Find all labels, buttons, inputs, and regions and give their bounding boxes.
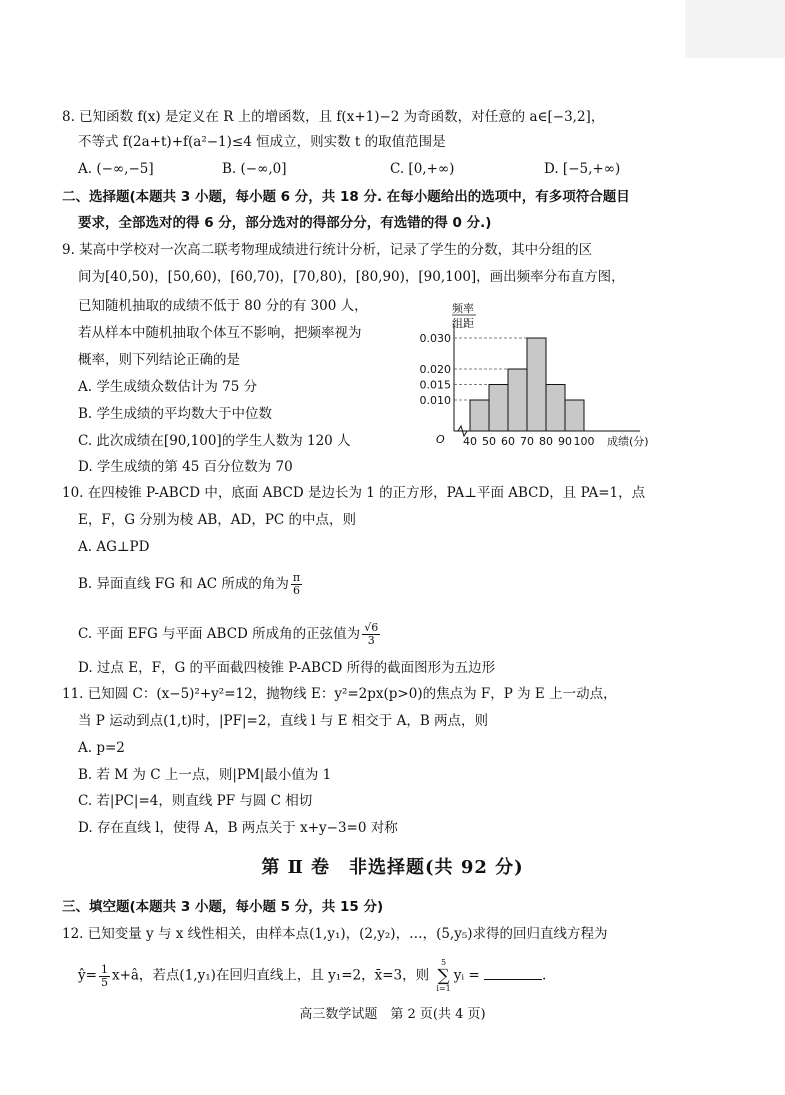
q9-line4: 若从样本中随机抽取个体互不影响，把频率视为: [78, 325, 362, 341]
q10-option-c: [78, 622, 382, 647]
q10-option-b-den: 6: [293, 584, 301, 597]
q12-line1: 12. 已知变量 y 与 x 线性相关，由样本点(1,y₁)，(2,y₂)，…，(5,y₅)求得的回归直线方程为: [62, 926, 608, 942]
q9-line5: 概率，则下列结论正确的是: [78, 352, 240, 368]
histogram-bar: [527, 338, 546, 431]
histogram-x-tick-label: 40: [463, 435, 477, 448]
q10-line1: 10. 在四棱锥 P-ABCD 中，底面 ABCD 是边长为 1 的正方形，PA⊥平面 ABCD，且 PA=1，点: [62, 485, 646, 501]
histogram-y-tick-label: 0.010: [419, 394, 451, 407]
histogram-x-tick-label: 100: [573, 435, 595, 448]
q10-option-c-num: √6: [364, 621, 379, 634]
histogram-x-tick-label: 70: [520, 435, 534, 448]
q8-option-d: D. [−5,+∞): [544, 161, 621, 177]
q9-option-d: D. 学生成绩的第 45 百分位数为 70: [78, 459, 293, 475]
q9-line2: 间为[40,50)，[50,60)，[60,70)，[70,80)，[80,90)，[90,100]，画出频率分布直方图，: [78, 269, 625, 285]
hist-xlabel: 成绩(分): [607, 435, 649, 448]
q12-sum-sup: 5: [441, 958, 447, 967]
q11-option-b: B. 若 M 为 C 上一点，则|PM|最小值为 1: [78, 767, 332, 783]
q8-option-b: B. (−∞,0]: [222, 161, 287, 177]
histogram-x-tick-label: 90: [558, 435, 572, 448]
q12-slope-den: 5: [100, 975, 108, 989]
q8-option-c: C. [0,+∞): [390, 161, 455, 177]
scan-corner-shade: [685, 0, 785, 58]
page-footer: 高三数学试题 第 2 页(共 4 页): [299, 1007, 486, 1022]
q10-option-b-fraction: [291, 572, 302, 597]
q12-line2: [78, 958, 546, 994]
histogram-y-tick-label: 0.015: [419, 378, 451, 392]
hist-ylabel-top: 频率: [452, 302, 474, 315]
q12-slope-fraction: [99, 964, 110, 989]
q9-option-a: A. 学生成绩众数估计为 75 分: [78, 379, 258, 395]
q12-sum-sign: ∑: [437, 966, 450, 986]
q12-yhat: ŷ=: [78, 967, 97, 984]
q11-line1: 11. 已知圆 C：(x−5)²+y²=12，抛物线 E：y²=2px(p>0)的焦点为 F，P 为 E 上一动点，: [62, 686, 617, 702]
q9-line1: 9. 某高中学校对一次高二联考物理成绩进行统计分析，记录了学生的分数，其中分组的区: [62, 242, 593, 258]
part3-heading: 三、填空题(本题共 3 小题，每小题 5 分，共 15 分): [62, 899, 384, 915]
histogram-bar: [546, 385, 565, 432]
q10-option-b-num: π: [292, 571, 301, 584]
q8-line1: 8. 已知函数 f(x) 是定义在 R 上的增函数，且 f(x+1)−2 为奇函数，对任意的 a∈[−3,2]，: [62, 109, 605, 125]
q10-option-c-text: C. 平面 EFG 与平面 ABCD 所成角的正弦值为: [78, 626, 361, 642]
q10-option-b-text: B. 异面直线 FG 和 AC 所成的角为: [78, 576, 289, 592]
q12-summation: [436, 958, 450, 994]
q8-line2: 不等式 f(2a+t)+f(a²−1)≤4 恒成立，则实数 t 的取值范围是: [78, 134, 446, 150]
q12-answer-blank[interactable]: [484, 967, 542, 980]
frequency-histogram: [400, 296, 670, 456]
q11-line2: 当 P 运动到点(1,t)时，|PF|=2，直线 l 与 E 相交于 A，B 两点，则: [78, 713, 489, 729]
histogram-bar: [565, 400, 584, 431]
q11-option-a: A. p=2: [78, 740, 125, 756]
q11-option-c: C. 若|PC|=4，则直线 PF 与圆 C 相切: [78, 793, 313, 809]
part2-heading-line1: 二、选择题(本题共 3 小题，每小题 6 分，共 18 分. 在每小题给出的选项中，有多项符合题目: [62, 189, 630, 205]
q11-option-d: D. 存在直线 l，使得 A，B 两点关于 x+y−3=0 对称: [78, 820, 398, 836]
q12-sum-sub: i=1: [436, 984, 451, 993]
q10-option-a: A. AG⊥PD: [78, 539, 150, 555]
hist-ylabel-bottom: 组距: [452, 317, 474, 330]
q9-option-b: B. 学生成绩的平均数大于中位数: [78, 406, 273, 422]
histogram-bar: [508, 369, 527, 431]
q9-line3: 已知随机抽取的成绩不低于 80 分的有 300 人，: [78, 298, 368, 314]
histogram-x-tick-label: 60: [501, 435, 515, 448]
q10-line2: E，F，G 分别为棱 AB，AD，PC 的中点，则: [78, 512, 357, 528]
q10-option-c-den: 3: [367, 634, 375, 647]
q10-option-d: D. 过点 E，F，G 的平面截四棱锥 P-ABCD 所得的截面图形为五边形: [78, 660, 496, 676]
q12-slope-num: 1: [100, 962, 108, 976]
hist-origin-label: O: [436, 433, 445, 446]
q12-line2-mid: x+â，若点(1,y₁)在回归直线上，且 y₁=2，x̄=3，则: [111, 967, 430, 984]
histogram-bar: [489, 385, 508, 432]
q10-option-b: [78, 572, 304, 597]
histogram-x-tick-label: 50: [482, 435, 496, 448]
q12-line2-post: yᵢ =: [453, 967, 480, 984]
part2-heading-line2: 要求，全部选对的得 6 分，部分选对的得部分分，有选错的得 0 分.): [78, 215, 492, 231]
histogram-y-tick-label: 0.020: [419, 363, 451, 376]
q8-option-a: A. (−∞,−5]: [78, 161, 154, 177]
histogram-x-tick-label: 80: [539, 435, 553, 448]
q9-option-c: C. 此次成绩在[90,100]的学生人数为 120 人: [78, 433, 351, 449]
q10-option-c-fraction: [362, 622, 380, 647]
histogram-y-tick-label: 0.030: [419, 332, 451, 345]
section2-title: 第 Ⅱ 卷 非选择题(共 92 分): [261, 857, 524, 878]
histogram-bar: [470, 400, 489, 431]
q12-line2-end: .: [542, 967, 547, 984]
